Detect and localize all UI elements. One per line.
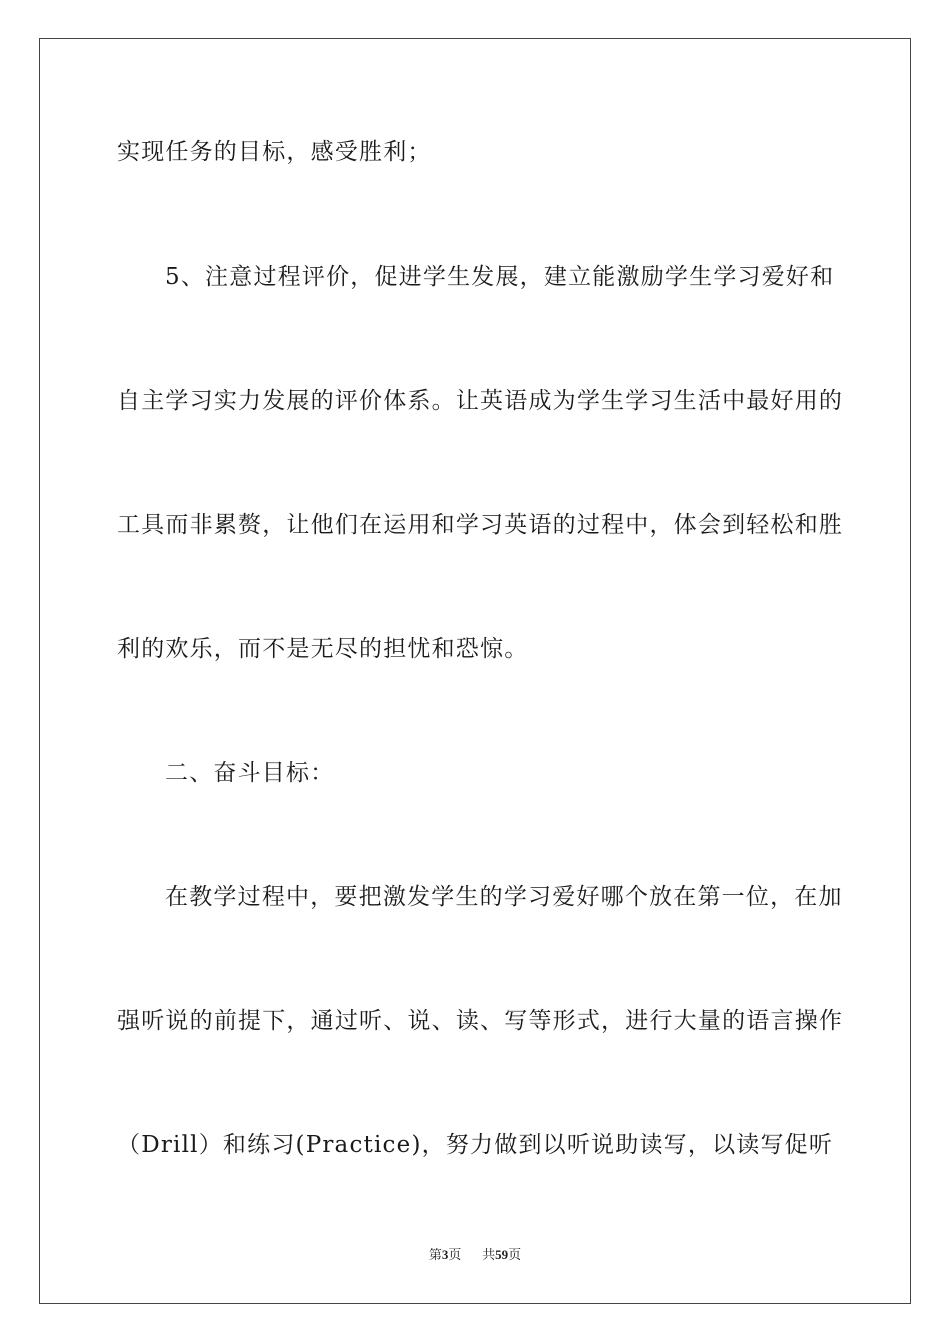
page-suffix: 页 [448,1248,462,1263]
text-glyph: 学 [625,388,650,414]
text-glyph: 读 [639,1132,664,1158]
text-glyph: 好 [785,264,811,290]
text-glyph: 大 [673,1008,698,1034]
text-glyph: 促 [784,1132,809,1158]
text-glyph: 习 [649,388,674,414]
text-glyph: 量 [697,1008,723,1034]
text-glyph: 教 [189,884,214,910]
text-glyph: 5、 [165,264,206,290]
text-glyph: 好 [576,884,601,910]
text-glyph: 价， [326,264,375,290]
text-glyph: 体 [383,388,408,414]
text-glyph: 习 [271,1132,296,1158]
text-glyph: 主 [141,388,166,414]
text-glyph: 运 [383,512,408,538]
text-glyph: 到 [722,512,747,538]
text-line-4 [117,510,844,540]
text-glyph: 要 [334,884,359,910]
text-glyph: 生 [601,388,626,414]
text-glyph: 说、 [407,1008,456,1034]
text-glyph: 学 [165,388,190,414]
text-glyph: 过 [253,264,278,290]
text-glyph: 的 [818,388,844,414]
text-glyph: 用 [794,388,819,414]
text-glyph: 发 [262,388,287,414]
text-glyph: 英 [480,388,505,414]
text-glyph: 他 [310,512,335,538]
text-glyph: 把 [358,884,383,910]
text-glyph: 学 [455,512,481,538]
text-glyph: 和 [222,1132,248,1158]
text-glyph: 的 [310,388,335,414]
text-glyph: 加 [818,884,843,910]
text-glyph: 学 [422,264,448,290]
text-glyph: 听、 [359,1008,408,1034]
text-glyph: 的 [479,884,504,910]
text-glyph: 学 [503,884,529,910]
text-glyph: 说 [591,1132,616,1158]
text-glyph: (Practice)， [295,1132,446,1158]
text-glyph: 的 [722,1008,747,1034]
total-pages: 59 [495,1247,509,1262]
text-glyph: 赘， [238,512,287,538]
text-glyph: 展 [286,388,311,414]
text-glyph: 下， [262,1008,311,1034]
text-glyph: 程 [261,884,287,910]
text-glyph: 意 [229,264,254,290]
text-glyph: 学 [713,264,738,290]
text-glyph: 系。 [407,388,456,414]
text-line-5: 利的欢乐，而不是无尽的担忧和恐惊。 [117,636,529,662]
text-glyph: 中， [625,512,674,538]
text-glyph: 一 [721,884,746,910]
text-glyph: 而 [165,512,190,538]
text-glyph: 努 [445,1132,471,1158]
text-glyph: 作 [818,1008,844,1034]
text-glyph: 价 [359,388,384,414]
page-prefix: 第 [428,1248,442,1263]
text-glyph: 学 [431,884,456,910]
text-glyph: 提 [238,1008,263,1034]
text-glyph: 体 [673,512,698,538]
text-glyph: 生 [455,884,480,910]
text-glyph: 进 [398,264,423,290]
text-glyph: 用 [407,512,432,538]
text-glyph: 言 [770,1008,795,1034]
text-glyph: 实 [213,388,239,414]
text-glyph: 习 [480,512,505,538]
text-glyph: 个 [624,884,650,910]
text-glyph: 助 [615,1132,640,1158]
text-glyph: 放 [649,884,674,910]
text-glyph: 学 [576,388,602,414]
text-glyph: 展， [495,264,544,290]
text-glyph: 在 [165,884,190,910]
text-glyph: 过 [237,884,262,910]
text-glyph: 哪 [600,884,625,910]
text-line-7 [117,882,843,912]
total-suffix: 页 [508,1248,522,1263]
text-glyph: 语 [504,388,529,414]
text-glyph: 能 [592,264,617,290]
text-glyph: 生 [447,264,472,290]
text-glyph: 程 [277,264,302,290]
text-glyph: 过 [334,1008,360,1034]
text-glyph: 形 [552,1008,577,1034]
text-glyph: 励 [640,264,665,290]
text-glyph: 到 [518,1132,543,1158]
text-glyph: 让 [286,512,311,538]
text-glyph: 语 [746,1008,771,1034]
text-line-8 [117,1006,844,1036]
text-glyph: 语 [528,512,553,538]
text-glyph: 前 [213,1008,239,1034]
text-glyph: 会 [697,512,723,538]
text-glyph: 好 [770,388,795,414]
page-footer [0,1244,950,1263]
text-glyph: 力 [470,1132,495,1158]
text-glyph: 写， [663,1132,713,1158]
text-glyph: 和 [810,264,835,290]
text-glyph: 听 [566,1132,592,1158]
text-glyph: 具 [141,512,166,538]
text-glyph: 做 [494,1132,519,1158]
text-glyph: 生 [689,264,714,290]
text-glyph: 非 [189,512,214,538]
text-glyph: 成 [528,388,553,414]
text-glyph: 英 [504,512,529,538]
text-glyph: 们 [334,512,360,538]
text-glyph: 激 [616,264,641,290]
text-glyph: 说 [165,1008,190,1034]
text-glyph: 建 [543,264,569,290]
text-glyph: 等 [528,1008,553,1034]
text-glyph: 在 [359,512,384,538]
text-glyph: 立 [568,264,593,290]
text-glyph: 在 [794,884,819,910]
text-glyph: 以 [712,1132,737,1158]
text-glyph: 发 [471,264,496,290]
text-glyph: 习 [528,884,553,910]
text-glyph: 评 [301,264,327,290]
text-glyph: （Drill） [117,1132,223,1158]
text-line-9 [117,1130,833,1160]
text-glyph: 激 [382,884,408,910]
text-glyph: 活 [697,388,723,414]
text-glyph: 工 [117,512,142,538]
text-glyph: 第 [697,884,722,910]
text-glyph: 胜 [818,512,844,538]
page-number: 3 [441,1247,449,1262]
text-glyph: 式， [576,1008,626,1034]
text-glyph: 位， [745,884,795,910]
text-glyph: 听 [141,1008,166,1034]
text-glyph: 轻 [746,512,771,538]
text-glyph: 程 [601,512,626,538]
text-glyph: 和 [431,512,456,538]
text-line-2 [117,262,833,292]
text-glyph: 爱 [552,884,577,910]
section-heading: 二、奋斗目标： [165,760,335,786]
text-glyph: 练 [247,1132,272,1158]
text-glyph: 注 [205,264,230,290]
text-glyph: 进 [625,1008,650,1034]
text-glyph: 发 [407,884,432,910]
text-glyph: 读 [736,1132,761,1158]
text-glyph: 累 [213,512,239,538]
text-glyph: 写 [504,1008,529,1034]
text-glyph: 通 [310,1008,335,1034]
text-glyph: 力 [238,388,263,414]
text-glyph: 和 [794,512,819,538]
text-glyph: 生 [673,388,698,414]
text-line-3 [117,386,844,416]
text-glyph: 促 [374,264,399,290]
text-glyph: 评 [334,388,360,414]
text-glyph: 的 [552,512,577,538]
text-glyph: 学 [664,264,690,290]
text-glyph: 以 [542,1132,567,1158]
text-glyph: 学 [213,884,238,910]
text-glyph: 操 [794,1008,819,1034]
text-glyph: 松 [770,512,795,538]
text-line-1: 实现任务的目标，感受胜利； [117,139,432,165]
text-glyph: 最 [746,388,771,414]
text-glyph: 在 [673,884,698,910]
text-glyph: 听 [808,1132,834,1158]
text-glyph: 中， [286,884,335,910]
text-glyph: 行 [649,1008,674,1034]
text-glyph: 强 [117,1008,142,1034]
text-glyph: 为 [552,388,577,414]
page-border [39,38,911,1304]
total-prefix: 共 [482,1248,496,1263]
text-glyph: 写 [760,1132,785,1158]
text-glyph: 自 [117,388,142,414]
text-glyph: 让 [455,388,481,414]
text-glyph: 读、 [455,1008,505,1034]
text-glyph: 爱 [761,264,786,290]
text-glyph: 习 [189,388,214,414]
text-glyph: 的 [189,1008,214,1034]
text-glyph: 习 [737,264,762,290]
text-glyph: 过 [576,512,602,538]
text-glyph: 中 [722,388,747,414]
